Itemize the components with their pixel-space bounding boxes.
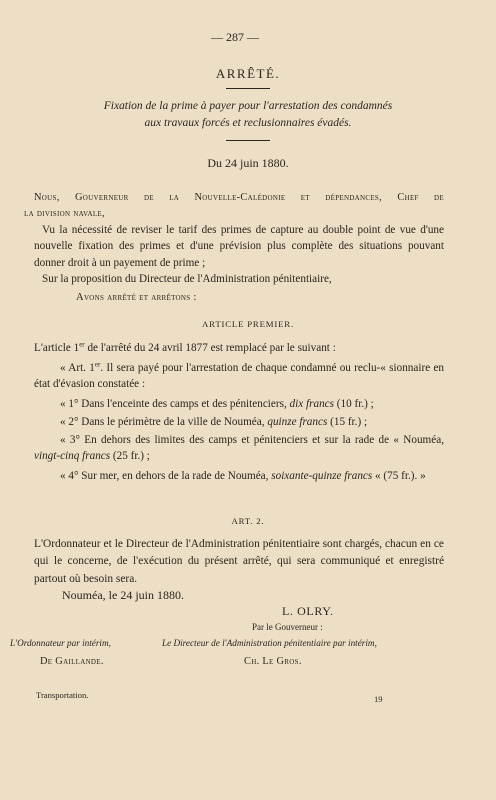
ordonnateur-title: L'Ordonnateur par intérim,: [10, 638, 111, 648]
article-1-intro: [34, 340, 444, 356]
subtitle-line-2: aux travaux forcés et reclusionnaires évadés.: [144, 117, 352, 129]
subtitle-line-1: Fixation de la prime à payer pour l'arrestation des condamnés: [103, 100, 393, 112]
article-1-text: [34, 360, 444, 393]
par-le-gouverneur: Par le Gouverneur :: [252, 622, 323, 632]
subtitle-rule: [226, 140, 270, 141]
article-2-text: L'Ordonnateur et le Directeur de l'Administration pénitentiaire sont chargés, chacun en ce qui le concerne, de l'exécution du présent arrêté, qui sera communiqué et enregistré partout où besoin sera.: [34, 538, 444, 585]
item-4-a: « 4° Sur mer, en dehors de la rade de Nouméa,: [60, 470, 272, 482]
page-title: ARRÊTÉ.: [215, 66, 281, 81]
footer-signature-mark: 19: [374, 694, 383, 704]
article-2-heading: ART. 2.: [231, 516, 265, 526]
item-4-b: « (75 fr.). »: [372, 470, 426, 482]
preamble-line-1: Nous, Gouverneur de la Nouvelle-Calédonie et dépendances, Chef de: [34, 192, 444, 203]
item-2-b: (15 fr.) ;: [327, 416, 368, 428]
footer-section-label: Transportation.: [36, 690, 89, 700]
vu-paragraph: Vu la nécessité de reviser le tarif des primes de capture au double point de vue d'une nouvelle fixation des primes et d'une prévision plus complète des situations pouvant donner droit à un payement de prime ;: [34, 224, 444, 269]
item-1-a: « 1° Dans l'enceinte des camps et des pénitenciers,: [60, 398, 290, 410]
governor-signature: L. OLRY.: [282, 604, 334, 618]
item-1-amount: dix francs: [289, 398, 334, 410]
ordonnateur-name: De Gaillande.: [40, 656, 104, 667]
closing-place-date: Nouméa, le 24 juin 1880.: [62, 588, 184, 602]
item-2-a: « 2° Dans le périmètre de la ville de Nouméa,: [60, 416, 268, 428]
preamble-line-2: la division navale,: [24, 208, 105, 219]
art-1-sup: er: [94, 360, 101, 369]
item-1-b: (10 fr.) ;: [333, 398, 374, 410]
article-premier-heading: ARTICLE PREMIER.: [202, 319, 294, 329]
article-1-intro-a: L'article 1: [34, 342, 80, 354]
item-3-b: (25 fr.) ;: [110, 450, 150, 463]
item-3: [34, 432, 444, 465]
item-3-amount: vingt-cinq francs: [34, 450, 111, 463]
title-rule: [226, 88, 270, 89]
item-4: [34, 468, 444, 484]
sur-paragraph: Sur la proposition du Directeur de l'Administration pénitentiaire,: [42, 273, 332, 285]
item-3-a: « 3° En dehors des limites des camps et pénitenciers et sur la rade de « Nouméa,: [60, 434, 444, 446]
item-4-amount: soixante-quinze francs: [271, 470, 373, 482]
article-1-intro-b: de l'arrêté du 24 avril 1877 est remplacé par le suivant :: [84, 342, 336, 354]
page-number: — 287 —: [211, 30, 259, 44]
decree-date: Du 24 juin 1880.: [207, 156, 289, 170]
item-2: [34, 414, 444, 430]
directeur-name: Ch. Le Gros.: [244, 656, 302, 667]
art-1-a: « Art. 1: [60, 362, 95, 374]
avons-arrete: Avons arrêté et arrêtons :: [76, 292, 197, 303]
art-1-b: . Il sera payé pour l'arrestation de chaque condamné ou reclu-« sionnaire en état d'évasion constatée :: [34, 362, 445, 391]
directeur-title: Le Directeur de l'Administration pénitentiaire par intérim,: [162, 638, 377, 648]
article-1-intro-sup: er: [79, 340, 85, 349]
item-2-amount: quinze francs: [267, 416, 328, 428]
item-1: [34, 396, 444, 412]
